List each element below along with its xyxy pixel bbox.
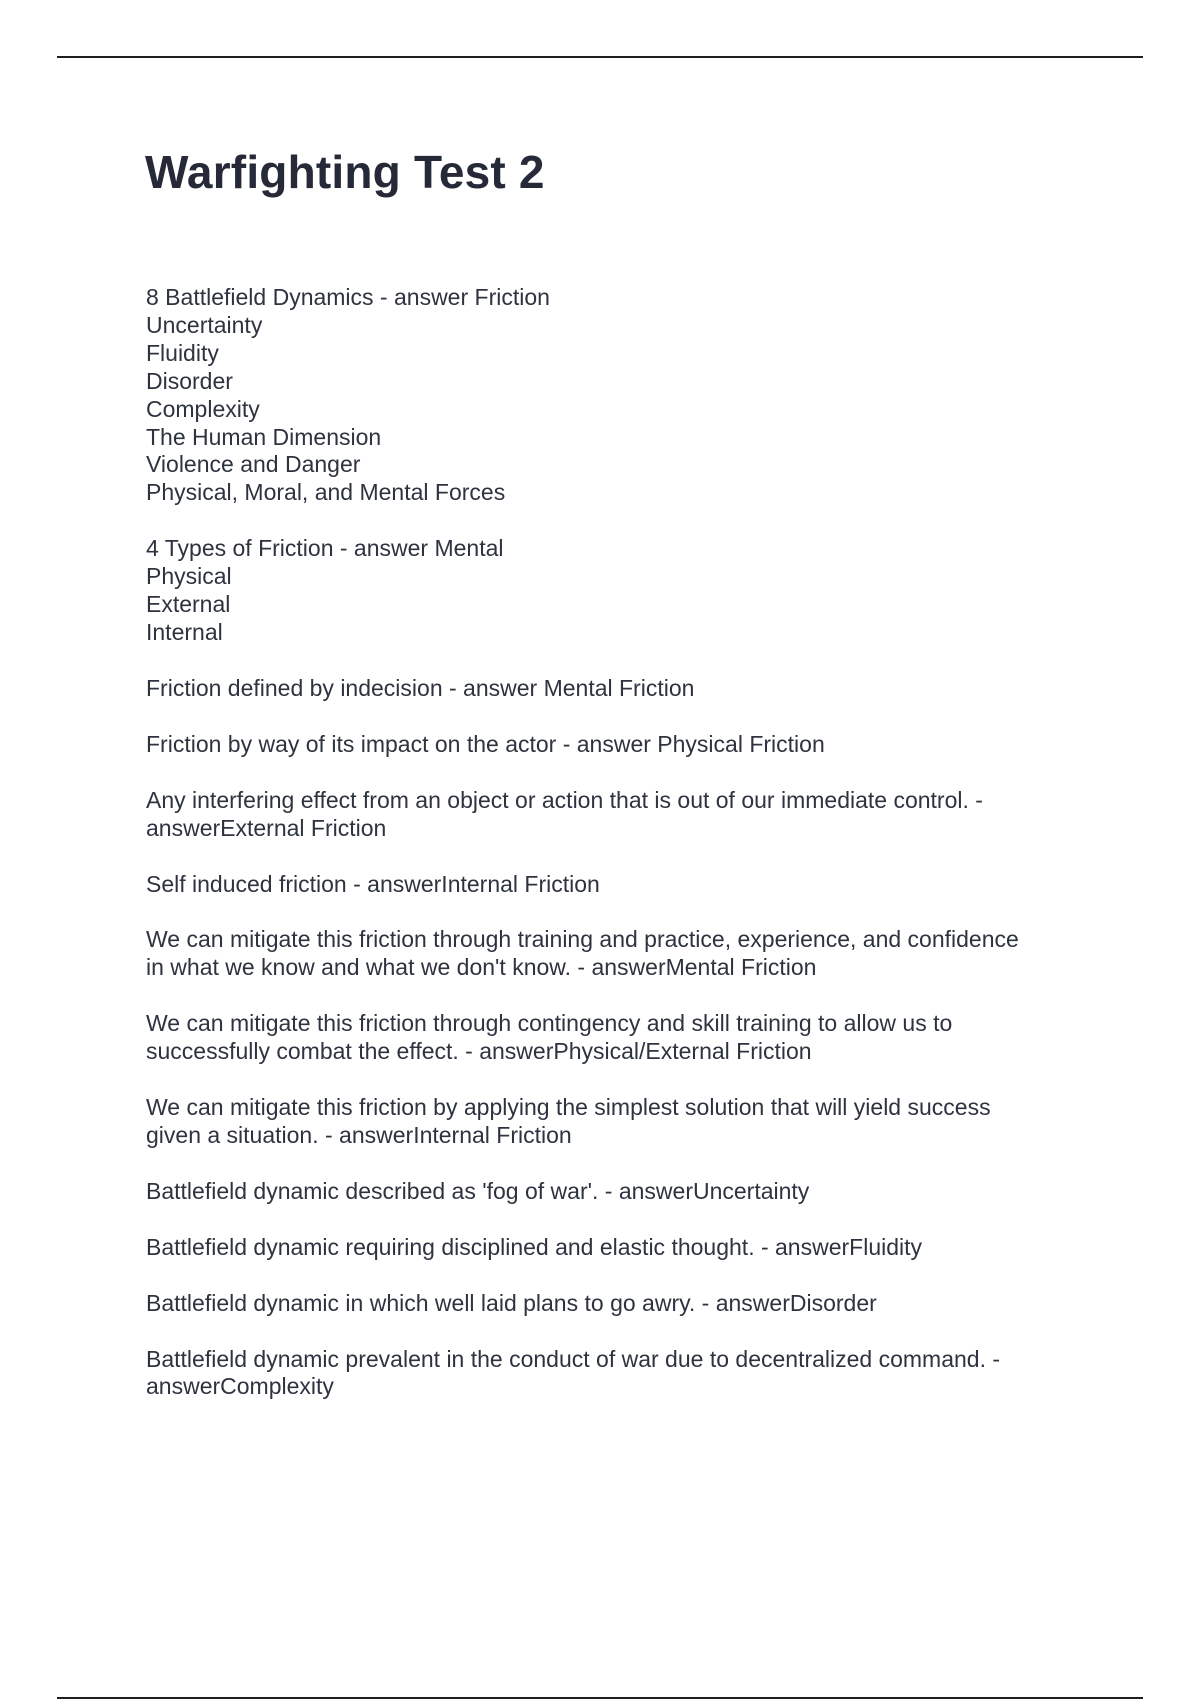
qa-item xyxy=(146,535,1076,647)
qa-item xyxy=(146,1290,1076,1318)
qa-line: Self induced friction - answerInternal Friction xyxy=(146,870,600,897)
qa-line: Complexity xyxy=(146,395,260,422)
qa-line: Any interfering effect from an object or action that is out of our immediate control. - xyxy=(146,786,983,813)
qa-item xyxy=(146,1346,1076,1402)
qa-line: We can mitigate this friction through contingency and skill training to allow us to xyxy=(146,1010,953,1037)
qa-line: Battlefield dynamic prevalent in the conduct of war due to decentralized command. - xyxy=(146,1345,1001,1372)
qa-item xyxy=(146,1094,1076,1150)
qa-line: Physical, Moral, and Mental Forces xyxy=(146,479,506,506)
qa-item xyxy=(146,871,1076,899)
qa-line: answerExternal Friction xyxy=(146,814,387,841)
qa-line: Battlefield dynamic in which well laid plans to go awry. - answerDisorder xyxy=(146,1289,877,1316)
bottom-divider xyxy=(57,1697,1143,1699)
qa-line: Violence and Danger xyxy=(146,451,361,478)
qa-line: answerComplexity xyxy=(146,1373,334,1400)
qa-item xyxy=(146,1010,1076,1066)
qa-line: given a situation. - answerInternal Friction xyxy=(146,1121,572,1148)
qa-line: 4 Types of Friction - answer Mental xyxy=(146,535,504,562)
qa-line: in what we know and what we don't know. - answerMental Friction xyxy=(146,954,817,981)
qa-line: Uncertainty xyxy=(146,311,263,338)
qa-item xyxy=(146,1178,1076,1206)
qa-line: We can mitigate this friction by applying the simplest solution that will yield success xyxy=(146,1094,991,1121)
qa-line: The Human Dimension xyxy=(146,423,382,450)
qa-item xyxy=(146,787,1076,843)
qa-item xyxy=(146,1234,1076,1262)
qa-line: Friction defined by indecision - answer Mental Friction xyxy=(146,674,695,701)
qa-item xyxy=(146,926,1076,982)
qa-line: Fluidity xyxy=(146,339,219,366)
qa-item xyxy=(146,731,1076,759)
qa-line: 8 Battlefield Dynamics - answer Friction xyxy=(146,284,550,310)
qa-line: External xyxy=(146,591,231,618)
qa-line: successfully combat the effect. - answerPhysical/External Friction xyxy=(146,1038,812,1065)
qa-line: Friction by way of its impact on the actor - answer Physical Friction xyxy=(146,730,825,757)
qa-line: Physical xyxy=(146,563,232,590)
qa-line: Battlefield dynamic requiring disciplined and elastic thought. - answerFluidity xyxy=(146,1233,923,1260)
qa-item xyxy=(146,675,1076,703)
qa-list xyxy=(146,284,1076,1429)
qa-line: Internal xyxy=(146,618,223,645)
qa-line: Disorder xyxy=(146,367,233,394)
qa-line: Battlefield dynamic described as 'fog of war'. - answerUncertainty xyxy=(146,1177,810,1204)
page-title: Warfighting Test 2 xyxy=(145,146,545,198)
top-divider xyxy=(57,56,1143,58)
qa-item xyxy=(146,284,1076,507)
qa-line: We can mitigate this friction through training and practice, experience, and confidence xyxy=(146,926,1019,953)
